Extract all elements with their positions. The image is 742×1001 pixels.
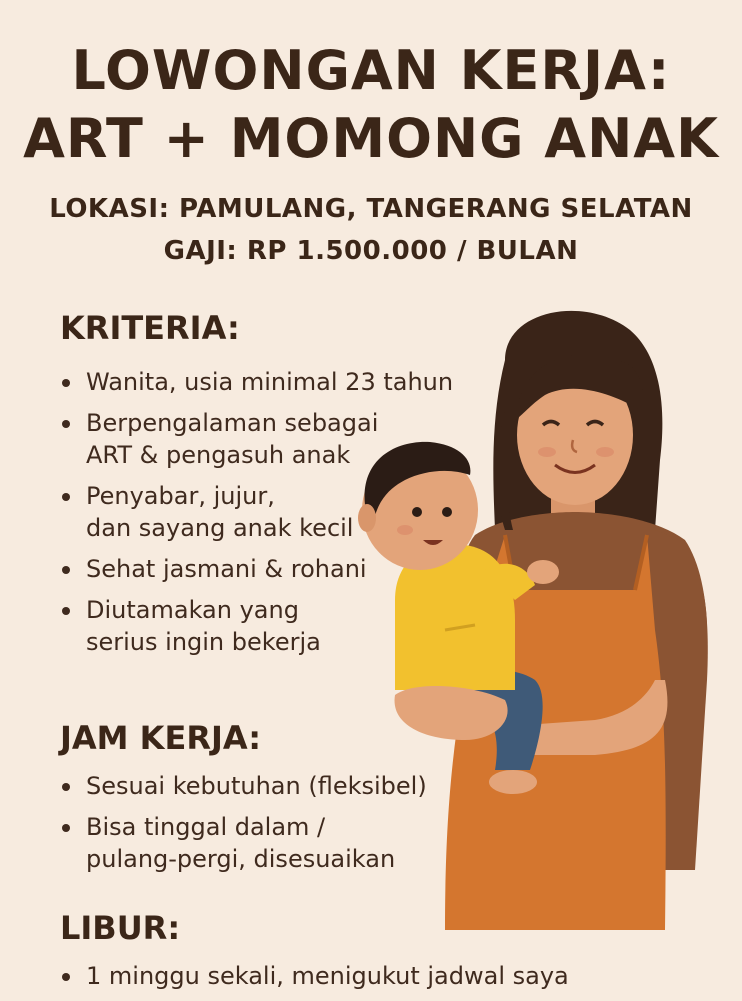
list-item: Berpengalaman sebagai ART & pengasuh anak bbox=[60, 407, 453, 471]
list-item: Wanita, usia minimal 23 tahun bbox=[60, 366, 453, 398]
list-item: Bisa tinggal dalam / pulang-pergi, disesuaikan bbox=[60, 811, 427, 875]
list-item: 1 minggu sekali, menigukut jadwal saya bbox=[60, 960, 569, 992]
list-item: Penyabar, jujur, dan sayang anak kecil bbox=[60, 480, 453, 544]
jam-kerja-list bbox=[60, 770, 427, 884]
poster-title-line-1: LOWONGAN KERJA: bbox=[71, 39, 671, 102]
kriteria-heading: KRITERIA: bbox=[60, 309, 240, 347]
list-item: Sesuai kebutuhan (fleksibel) bbox=[60, 770, 427, 802]
poster-title-line-2: ART + MOMONG ANAK bbox=[23, 107, 719, 170]
kriteria-list bbox=[60, 366, 453, 667]
location-text: LOKASI: PAMULANG, TANGERANG SELATAN bbox=[49, 194, 693, 224]
salary-text: GAJI: RP 1.500.000 / BULAN bbox=[163, 236, 579, 266]
libur-heading: LIBUR: bbox=[60, 909, 181, 947]
list-item: Diutamakan yang serius ingin bekerja bbox=[60, 594, 453, 658]
libur-list bbox=[60, 960, 569, 1001]
jam-kerja-heading: JAM KERJA: bbox=[60, 719, 262, 757]
list-item: Sehat jasmani & rohani bbox=[60, 553, 453, 585]
